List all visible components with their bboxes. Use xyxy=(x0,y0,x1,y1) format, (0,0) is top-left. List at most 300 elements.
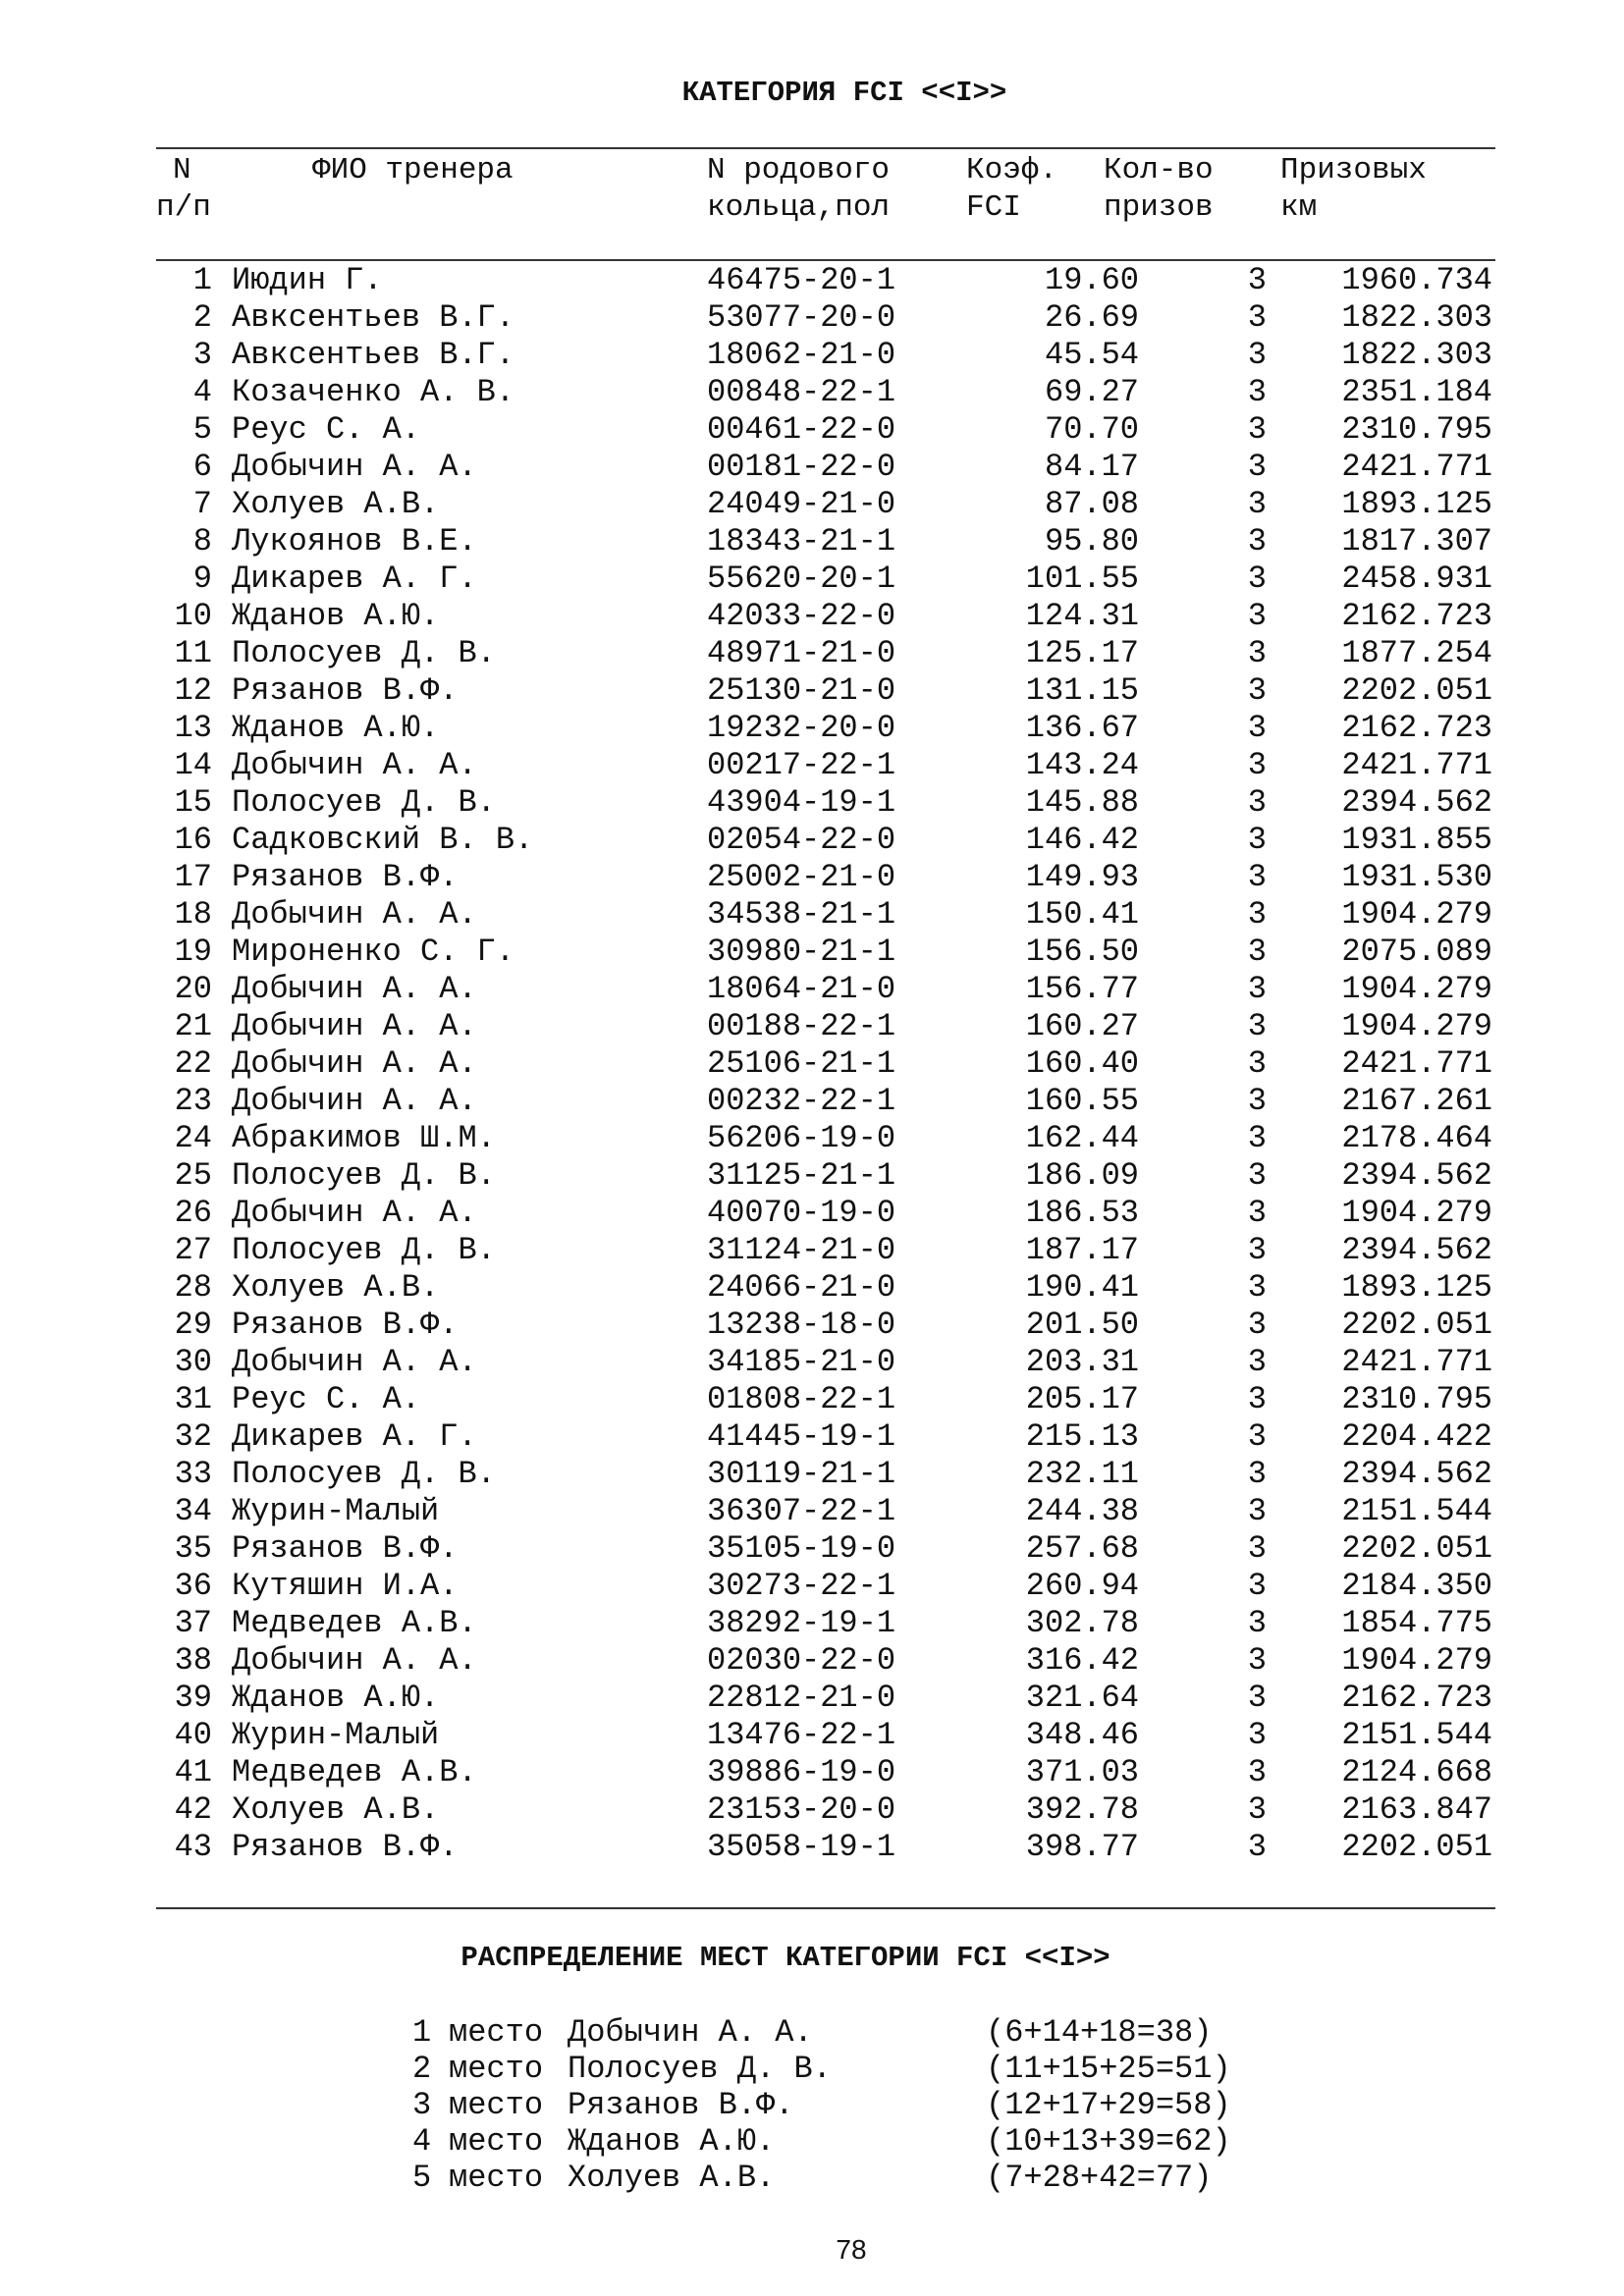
fci-coefficient: 190.41 xyxy=(1025,1269,1139,1306)
fci-coefficient: 244.38 xyxy=(1025,1493,1139,1529)
trainer-name: Полосуев Д. В. xyxy=(232,1456,496,1492)
prize-count: 3 xyxy=(1247,411,1267,448)
table-row xyxy=(0,1157,1624,1195)
trainer-name: Авксентьев В.Г. xyxy=(232,337,515,373)
table-row xyxy=(0,1232,1624,1269)
prize-km: 2167.261 xyxy=(1341,1083,1492,1119)
prize-count: 3 xyxy=(1247,1083,1267,1119)
ring-number: 24049-21-0 xyxy=(707,486,896,522)
ring-number: 18343-21-1 xyxy=(707,523,896,560)
place-sum: (7+28+42=77) xyxy=(986,2160,1213,2196)
row-number: 24 xyxy=(174,1120,212,1156)
ring-number: 34538-21-1 xyxy=(707,896,896,933)
prize-km: 2202.051 xyxy=(1341,1530,1492,1567)
row-number: 12 xyxy=(174,672,212,709)
place-number: 5 xyxy=(412,2160,432,2196)
fci-coefficient: 156.50 xyxy=(1025,934,1139,970)
trainer-name: Кутяшин И.А. xyxy=(232,1568,459,1604)
trainer-name: Полосуев Д. В. xyxy=(232,635,496,671)
ring-number: 00232-22-1 xyxy=(707,1083,896,1119)
prize-km: 1904.279 xyxy=(1341,1008,1492,1044)
header-coef: Коэф. xyxy=(966,153,1058,187)
place-trainer-name: Добычин А. А. xyxy=(568,2014,813,2051)
fci-coefficient: 45.54 xyxy=(1044,337,1139,373)
fci-coefficient: 149.93 xyxy=(1025,859,1139,895)
fci-coefficient: 371.03 xyxy=(1025,1754,1139,1790)
trainer-name: Полосуев Д. В. xyxy=(232,1232,496,1268)
fci-coefficient: 156.77 xyxy=(1025,971,1139,1007)
fci-coefficient: 162.44 xyxy=(1025,1120,1139,1156)
prize-count: 3 xyxy=(1247,710,1267,746)
trainer-name: Рязанов В.Ф. xyxy=(232,1307,459,1343)
trainer-name: Рязанов В.Ф. xyxy=(232,1530,459,1567)
place-trainer-name: Холуев А.В. xyxy=(568,2160,776,2196)
ring-number: 56206-19-0 xyxy=(707,1120,896,1156)
prize-count: 3 xyxy=(1247,672,1267,709)
fci-coefficient: 160.55 xyxy=(1025,1083,1139,1119)
place-word: место xyxy=(449,2051,544,2087)
trainer-name: Добычин А. А. xyxy=(232,896,477,933)
ring-number: 34185-21-0 xyxy=(707,1344,896,1380)
row-number: 22 xyxy=(174,1045,212,1082)
trainer-name: Добычин А. А. xyxy=(232,971,477,1007)
row-number: 17 xyxy=(174,859,212,895)
trainer-name: Полосуев Д. В. xyxy=(232,784,496,821)
table-row xyxy=(0,1791,1624,1829)
row-number: 35 xyxy=(174,1530,212,1567)
ring-number: 31125-21-1 xyxy=(707,1157,896,1194)
table-row xyxy=(0,449,1624,486)
table-row xyxy=(0,411,1624,449)
prize-count: 3 xyxy=(1247,523,1267,560)
place-sum: (6+14+18=38) xyxy=(986,2014,1213,2051)
fci-coefficient: 205.17 xyxy=(1025,1381,1139,1417)
prize-count: 3 xyxy=(1247,374,1267,410)
row-number: 8 xyxy=(192,523,212,560)
row-number: 18 xyxy=(174,896,212,933)
prize-count: 3 xyxy=(1247,1008,1267,1044)
row-number: 23 xyxy=(174,1083,212,1119)
table-row xyxy=(0,822,1624,859)
row-number: 3 xyxy=(192,337,212,373)
row-number: 5 xyxy=(192,411,212,448)
prize-km: 1822.303 xyxy=(1341,299,1492,336)
header-ring-sub: кольца,пол xyxy=(707,190,891,225)
prize-km: 2162.723 xyxy=(1341,1680,1492,1716)
trainer-name: Добычин А. А. xyxy=(232,449,477,485)
table-row xyxy=(0,1269,1624,1307)
fci-coefficient: 316.42 xyxy=(1025,1642,1139,1679)
row-number: 36 xyxy=(174,1568,212,1604)
table-row xyxy=(0,784,1624,822)
table-row xyxy=(0,1008,1624,1045)
ring-number: 02030-22-0 xyxy=(707,1642,896,1679)
row-number: 2 xyxy=(192,299,212,336)
place-number: 4 xyxy=(412,2123,432,2160)
fci-coefficient: 70.70 xyxy=(1044,411,1139,448)
table-row xyxy=(0,523,1624,561)
prize-count: 3 xyxy=(1247,1791,1267,1828)
fci-coefficient: 131.15 xyxy=(1025,672,1139,709)
table-row xyxy=(0,1605,1624,1642)
row-number: 30 xyxy=(174,1344,212,1380)
place-trainer-name: Рязанов В.Ф. xyxy=(568,2087,794,2123)
trainer-name: Холуев А.В. xyxy=(232,1269,440,1306)
prize-km: 2204.422 xyxy=(1341,1418,1492,1455)
prize-count: 3 xyxy=(1247,1269,1267,1306)
prize-count: 3 xyxy=(1247,1456,1267,1492)
table-row xyxy=(0,1530,1624,1568)
row-number: 27 xyxy=(174,1232,212,1268)
ring-number: 46475-20-1 xyxy=(707,262,896,298)
prize-count: 3 xyxy=(1247,1642,1267,1679)
table-row xyxy=(0,1120,1624,1157)
row-number: 15 xyxy=(174,784,212,821)
header-trainer: ФИО тренера xyxy=(312,153,514,187)
prize-km: 1817.307 xyxy=(1341,523,1492,560)
prize-km: 2162.723 xyxy=(1341,710,1492,746)
fci-coefficient: 125.17 xyxy=(1025,635,1139,671)
ranking-item xyxy=(0,2160,1624,2196)
prize-count: 3 xyxy=(1247,747,1267,783)
table-bottom-rule xyxy=(156,1907,1495,1909)
fci-coefficient: 145.88 xyxy=(1025,784,1139,821)
prize-count: 3 xyxy=(1247,635,1267,671)
ring-number: 23153-20-0 xyxy=(707,1791,896,1828)
row-number: 31 xyxy=(174,1381,212,1417)
prize-km: 2351.184 xyxy=(1341,374,1492,410)
prize-count: 3 xyxy=(1247,896,1267,933)
ring-number: 18062-21-0 xyxy=(707,337,896,373)
row-number: 7 xyxy=(192,486,212,522)
prize-km: 2394.562 xyxy=(1341,1157,1492,1194)
prize-km: 1931.530 xyxy=(1341,859,1492,895)
fci-coefficient: 95.80 xyxy=(1044,523,1139,560)
table-row xyxy=(0,1083,1624,1120)
row-number: 16 xyxy=(174,822,212,858)
fci-coefficient: 201.50 xyxy=(1025,1307,1139,1343)
fci-coefficient: 136.67 xyxy=(1025,710,1139,746)
ring-number: 48971-21-0 xyxy=(707,635,896,671)
prize-km: 2202.051 xyxy=(1341,1307,1492,1343)
row-number: 19 xyxy=(174,934,212,970)
row-number: 21 xyxy=(174,1008,212,1044)
prize-count: 3 xyxy=(1247,598,1267,634)
table-row xyxy=(0,374,1624,411)
prize-km: 2178.464 xyxy=(1341,1120,1492,1156)
row-number: 28 xyxy=(174,1269,212,1306)
row-number: 37 xyxy=(174,1605,212,1641)
prize-count: 3 xyxy=(1247,1344,1267,1380)
ring-number: 00848-22-1 xyxy=(707,374,896,410)
fci-coefficient: 150.41 xyxy=(1025,896,1139,933)
table-header-rule xyxy=(156,259,1495,261)
trainer-name: Журин-Малый xyxy=(232,1717,440,1753)
table-row xyxy=(0,1829,1624,1866)
prize-count: 3 xyxy=(1247,934,1267,970)
trainer-name: Журин-Малый xyxy=(232,1493,440,1529)
table-row xyxy=(0,747,1624,784)
trainer-name: Абракимов Ш.М. xyxy=(232,1120,496,1156)
ring-number: 30119-21-1 xyxy=(707,1456,896,1492)
prize-km: 2202.051 xyxy=(1341,672,1492,709)
trainer-name: Добычин А. А. xyxy=(232,1083,477,1119)
prize-count: 3 xyxy=(1247,1120,1267,1156)
row-number: 20 xyxy=(174,971,212,1007)
place-word: место xyxy=(449,2123,544,2160)
trainer-name: Холуев А.В. xyxy=(232,486,440,522)
ring-number: 25106-21-1 xyxy=(707,1045,896,1082)
table-row xyxy=(0,1195,1624,1232)
table-row xyxy=(0,1045,1624,1083)
prize-count: 3 xyxy=(1247,1717,1267,1753)
table-row xyxy=(0,1680,1624,1717)
ranking-item xyxy=(0,2051,1624,2087)
table-row xyxy=(0,1754,1624,1791)
place-word: место xyxy=(449,2160,544,2196)
header-n: N xyxy=(173,153,191,187)
place-sum: (11+15+25=51) xyxy=(986,2051,1231,2087)
prize-km: 2163.847 xyxy=(1341,1791,1492,1828)
ring-number: 39886-19-0 xyxy=(707,1754,896,1790)
table-body xyxy=(0,262,1624,1866)
ranking-title: РАСПРЕДЕЛЕНИЕ МЕСТ КАТЕГОРИИ FCI <<I>> xyxy=(460,1942,1110,1974)
ring-number: 25130-21-0 xyxy=(707,672,896,709)
trainer-name: Добычин А. А. xyxy=(232,1045,477,1082)
fci-coefficient: 19.60 xyxy=(1044,262,1139,298)
trainer-name: Дикарев А. Г. xyxy=(232,1418,477,1455)
trainer-name: Реус С. А. xyxy=(232,411,421,448)
fci-coefficient: 186.53 xyxy=(1025,1195,1139,1231)
table-row xyxy=(0,971,1624,1008)
table-row xyxy=(0,337,1624,374)
prize-km: 1893.125 xyxy=(1341,1269,1492,1306)
ring-number: 19232-20-0 xyxy=(707,710,896,746)
header-km: Призовых xyxy=(1280,153,1427,187)
prize-km: 2310.795 xyxy=(1341,411,1492,448)
row-number: 9 xyxy=(192,561,212,597)
row-number: 34 xyxy=(174,1493,212,1529)
table-row xyxy=(0,1456,1624,1493)
prize-km: 1904.279 xyxy=(1341,1195,1492,1231)
ranking-item xyxy=(0,2123,1624,2160)
header-coef-sub: FCI xyxy=(966,190,1021,225)
trainer-name: Полосуев Д. В. xyxy=(232,1157,496,1194)
prize-count: 3 xyxy=(1247,1381,1267,1417)
prize-km: 2124.668 xyxy=(1341,1754,1492,1790)
row-number: 43 xyxy=(174,1829,212,1865)
trainer-name: Дикарев А. Г. xyxy=(232,561,477,597)
header-n-sub: п/п xyxy=(156,190,211,225)
ring-number: 01808-22-1 xyxy=(707,1381,896,1417)
fci-coefficient: 101.55 xyxy=(1025,561,1139,597)
prize-km: 1931.855 xyxy=(1341,822,1492,858)
prize-count: 3 xyxy=(1247,1307,1267,1343)
row-number: 32 xyxy=(174,1418,212,1455)
table-row xyxy=(0,859,1624,896)
trainer-name: Рязанов В.Ф. xyxy=(232,672,459,709)
trainer-name: Мироненко С. Г. xyxy=(232,934,515,970)
row-number: 33 xyxy=(174,1456,212,1492)
table-row xyxy=(0,1381,1624,1418)
place-word: место xyxy=(449,2087,544,2123)
prize-km: 2394.562 xyxy=(1341,784,1492,821)
prize-km: 1822.303 xyxy=(1341,337,1492,373)
trainer-name: Медведев А.В. xyxy=(232,1605,477,1641)
ring-number: 02054-22-0 xyxy=(707,822,896,858)
row-number: 39 xyxy=(174,1680,212,1716)
fci-coefficient: 302.78 xyxy=(1025,1605,1139,1641)
table-row xyxy=(0,1418,1624,1456)
fci-coefficient: 392.78 xyxy=(1025,1791,1139,1828)
prize-count: 3 xyxy=(1247,1568,1267,1604)
prize-count: 3 xyxy=(1247,784,1267,821)
ring-number: 13238-18-0 xyxy=(707,1307,896,1343)
row-number: 42 xyxy=(174,1791,212,1828)
place-trainer-name: Жданов А.Ю. xyxy=(568,2123,776,2160)
prize-count: 3 xyxy=(1247,1045,1267,1082)
trainer-name: Рязанов В.Ф. xyxy=(232,859,459,895)
prize-km: 1904.279 xyxy=(1341,1642,1492,1679)
trainer-name: Лукоянов В.Е. xyxy=(232,523,477,560)
row-number: 1 xyxy=(192,262,212,298)
row-number: 4 xyxy=(192,374,212,410)
page-number: 78 xyxy=(836,2234,867,2265)
prize-count: 3 xyxy=(1247,337,1267,373)
ring-number: 43904-19-1 xyxy=(707,784,896,821)
prize-count: 3 xyxy=(1247,1493,1267,1529)
trainer-name: Козаченко А. В. xyxy=(232,374,515,410)
fci-coefficient: 232.11 xyxy=(1025,1456,1139,1492)
table-row xyxy=(0,561,1624,598)
prize-count: 3 xyxy=(1247,299,1267,336)
header-prizes: Кол-во xyxy=(1104,153,1214,187)
ring-number: 00188-22-1 xyxy=(707,1008,896,1044)
trainer-name: Июдин Г. xyxy=(232,262,383,298)
prize-km: 2162.723 xyxy=(1341,598,1492,634)
prize-count: 3 xyxy=(1247,1195,1267,1231)
trainer-name: Жданов А.Ю. xyxy=(232,1680,440,1716)
table-row xyxy=(0,299,1624,337)
fci-coefficient: 84.17 xyxy=(1044,449,1139,485)
prize-count: 3 xyxy=(1247,1680,1267,1716)
ring-number: 35105-19-0 xyxy=(707,1530,896,1567)
row-number: 6 xyxy=(192,449,212,485)
place-sum: (12+17+29=58) xyxy=(986,2087,1231,2123)
trainer-name: Добычин А. А. xyxy=(232,1642,477,1679)
header-ring: N родового xyxy=(707,153,891,187)
prize-km: 2421.771 xyxy=(1341,1045,1492,1082)
row-number: 29 xyxy=(174,1307,212,1343)
prize-count: 3 xyxy=(1247,1418,1267,1455)
fci-coefficient: 186.09 xyxy=(1025,1157,1139,1194)
fci-coefficient: 321.64 xyxy=(1025,1680,1139,1716)
place-number: 3 xyxy=(412,2087,432,2123)
ring-number: 31124-21-0 xyxy=(707,1232,896,1268)
prize-km: 1893.125 xyxy=(1341,486,1492,522)
fci-coefficient: 398.77 xyxy=(1025,1829,1139,1865)
prize-count: 3 xyxy=(1247,561,1267,597)
place-sum: (10+13+39=62) xyxy=(986,2123,1231,2160)
fci-coefficient: 87.08 xyxy=(1044,486,1139,522)
ring-number: 35058-19-1 xyxy=(707,1829,896,1865)
table-row xyxy=(0,1568,1624,1605)
table-row xyxy=(0,262,1624,299)
ring-number: 36307-22-1 xyxy=(707,1493,896,1529)
fci-coefficient: 160.40 xyxy=(1025,1045,1139,1082)
table-row xyxy=(0,1307,1624,1344)
prize-km: 1854.775 xyxy=(1341,1605,1492,1641)
header-km-sub: км xyxy=(1280,190,1318,225)
table-row xyxy=(0,1344,1624,1381)
trainer-name: Добычин А. А. xyxy=(232,1008,477,1044)
fci-coefficient: 215.13 xyxy=(1025,1418,1139,1455)
trainer-name: Жданов А.Ю. xyxy=(232,710,440,746)
trainer-name: Реус С. А. xyxy=(232,1381,421,1417)
row-number: 26 xyxy=(174,1195,212,1231)
prize-km: 2458.931 xyxy=(1341,561,1492,597)
page-title: КАТЕГОРИЯ FCI <<I>> xyxy=(681,77,1007,109)
table-row xyxy=(0,1493,1624,1530)
prize-km: 2421.771 xyxy=(1341,1344,1492,1380)
table-row xyxy=(0,710,1624,747)
ring-number: 38292-19-1 xyxy=(707,1605,896,1641)
fci-coefficient: 187.17 xyxy=(1025,1232,1139,1268)
fci-coefficient: 143.24 xyxy=(1025,747,1139,783)
fci-coefficient: 160.27 xyxy=(1025,1008,1139,1044)
ring-number: 55620-20-1 xyxy=(707,561,896,597)
ring-number: 00181-22-0 xyxy=(707,449,896,485)
prize-count: 3 xyxy=(1247,1530,1267,1567)
table-row xyxy=(0,598,1624,635)
ranking-item xyxy=(0,2087,1624,2123)
ring-number: 22812-21-0 xyxy=(707,1680,896,1716)
table-row xyxy=(0,1717,1624,1754)
fci-coefficient: 203.31 xyxy=(1025,1344,1139,1380)
prize-km: 1904.279 xyxy=(1341,971,1492,1007)
prize-km: 2394.562 xyxy=(1341,1232,1492,1268)
table-top-rule xyxy=(156,147,1495,149)
ring-number: 53077-20-0 xyxy=(707,299,896,336)
ring-number: 18064-21-0 xyxy=(707,971,896,1007)
place-number: 1 xyxy=(412,2014,432,2051)
ring-number: 00217-22-1 xyxy=(707,747,896,783)
table-row xyxy=(0,635,1624,672)
prize-km: 1904.279 xyxy=(1341,896,1492,933)
ring-number: 25002-21-0 xyxy=(707,859,896,895)
table-row xyxy=(0,1642,1624,1680)
ranking-item xyxy=(0,2014,1624,2051)
prize-km: 2075.089 xyxy=(1341,934,1492,970)
ring-number: 41445-19-1 xyxy=(707,1418,896,1455)
fci-coefficient: 348.46 xyxy=(1025,1717,1139,1753)
trainer-name: Авксентьев В.Г. xyxy=(232,299,515,336)
table-row xyxy=(0,896,1624,934)
place-number: 2 xyxy=(412,2051,432,2087)
table-row xyxy=(0,486,1624,523)
header-prizes-sub: призов xyxy=(1104,190,1214,225)
place-trainer-name: Полосуев Д. В. xyxy=(568,2051,832,2087)
fci-coefficient: 260.94 xyxy=(1025,1568,1139,1604)
ring-number: 30273-22-1 xyxy=(707,1568,896,1604)
place-word: место xyxy=(449,2014,544,2051)
prize-count: 3 xyxy=(1247,1232,1267,1268)
prize-km: 1960.734 xyxy=(1341,262,1492,298)
prize-km: 2394.562 xyxy=(1341,1456,1492,1492)
prize-count: 3 xyxy=(1247,822,1267,858)
prize-km: 1877.254 xyxy=(1341,635,1492,671)
row-number: 11 xyxy=(174,635,212,671)
